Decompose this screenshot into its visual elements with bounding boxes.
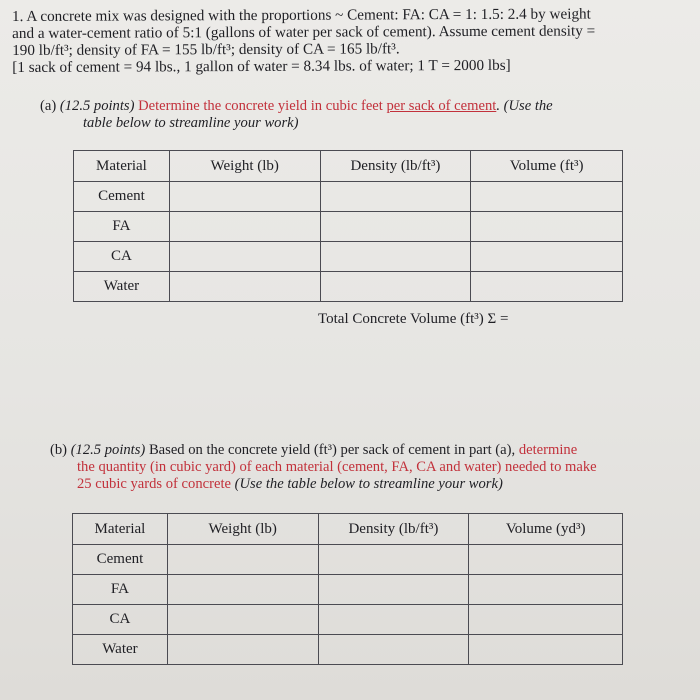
- problem-line-2: and a water-cement ratio of 5:1 (gallons of water per sack of cement). Assume cement density =: [12, 22, 596, 42]
- table-cell[interactable]: [167, 575, 318, 605]
- table-cell[interactable]: [320, 182, 471, 212]
- table-b-material-ca: CA: [73, 605, 168, 635]
- table-cell[interactable]: [169, 272, 320, 302]
- table-b-header-weight: Weight (lb): [167, 514, 318, 545]
- table-cell[interactable]: [469, 545, 623, 575]
- problem-line-4: [1 sack of cement = 94 lbs., 1 gallon of water = 8.34 lbs. of water; 1 T = 2000 lbs]: [12, 56, 511, 76]
- table-cell[interactable]: [471, 272, 623, 302]
- part-a-hint-2: table below to streamline your work): [83, 115, 299, 131]
- part-a-label: (a): [40, 98, 57, 114]
- table-a-header-density: Density (lb/ft³): [320, 151, 471, 182]
- problem-line-1: 1. A concrete mix was designed with the proportions ~ Cement: FA: CA = 1: 1.5: 2.4 by weight: [12, 5, 591, 25]
- table-cell[interactable]: [167, 545, 318, 575]
- table-cell[interactable]: [469, 575, 623, 605]
- part-a-underlined: per sack of cement: [386, 98, 497, 114]
- problem-line-3: 190 lb/ft³; density of FA = 155 lb/ft³; density of CA = 165 lb/ft³.: [12, 40, 400, 59]
- table-a-header-row: [74, 151, 623, 182]
- part-b-text: Based on the concrete yield (ft³) per sack of cement in part (a),: [148, 442, 516, 458]
- table-a-header-weight: Weight (lb): [169, 151, 320, 182]
- table-row: [73, 635, 623, 665]
- part-a-hint-1: . (Use the: [496, 98, 553, 114]
- part-a-prompt: [40, 98, 640, 132]
- part-a-points: (12.5 points): [59, 98, 135, 114]
- table-cell[interactable]: [318, 605, 469, 635]
- table-row: [74, 212, 623, 242]
- table-cell[interactable]: [169, 182, 320, 212]
- table-a-material-cement: Cement: [74, 182, 170, 212]
- table-a-material-fa: FA: [74, 212, 170, 242]
- part-b-prompt: [50, 442, 680, 493]
- part-b-points: (12.5 points): [70, 442, 146, 458]
- part-b-red-1: determine: [518, 442, 578, 458]
- table-cell[interactable]: [167, 635, 318, 665]
- table-cell[interactable]: [320, 272, 471, 302]
- table-cell[interactable]: [320, 242, 471, 272]
- table-cell[interactable]: [318, 635, 469, 665]
- part-b-label: (b): [50, 442, 68, 458]
- table-b-material-water: Water: [73, 635, 168, 665]
- table-cell[interactable]: [471, 242, 623, 272]
- table-row: [73, 545, 623, 575]
- table-a-header-material: Material: [74, 151, 170, 182]
- part-a-instruction: Determine the concrete yield in cubic feet: [138, 98, 383, 114]
- table-row: [74, 272, 623, 302]
- table-row: [73, 605, 623, 635]
- part-b-hint: (Use the table below to streamline your work): [234, 476, 503, 492]
- table-cell[interactable]: [167, 605, 318, 635]
- problem-statement: [12, 5, 688, 76]
- table-b-header-material: Material: [73, 514, 168, 545]
- table-cell[interactable]: [169, 242, 320, 272]
- table-a-header-volume: Volume (ft³): [471, 151, 623, 182]
- table-b-header-volume: Volume (yd³): [469, 514, 623, 545]
- part-b-red-2: the quantity (in cubic yard) of each material (cement, FA, CA and water) needed to make: [77, 459, 597, 475]
- table-cell[interactable]: [318, 575, 469, 605]
- table-cell[interactable]: [318, 545, 469, 575]
- table-a-material-water: Water: [74, 272, 170, 302]
- table-cell[interactable]: [169, 212, 320, 242]
- total-volume-label: Total Concrete Volume (ft³) Σ =: [318, 311, 509, 327]
- part-b-red-3: 25 cubic yards of concrete: [77, 476, 231, 492]
- table-b: [72, 513, 623, 665]
- table-b-material-cement: Cement: [73, 545, 168, 575]
- table-b-header-row: [73, 514, 623, 545]
- table-cell[interactable]: [320, 212, 471, 242]
- table-cell[interactable]: [469, 605, 623, 635]
- table-cell[interactable]: [471, 182, 623, 212]
- table-b-material-fa: FA: [73, 575, 168, 605]
- table-row: [74, 182, 623, 212]
- table-row: [74, 242, 623, 272]
- table-cell[interactable]: [469, 635, 623, 665]
- table-a-material-ca: CA: [74, 242, 170, 272]
- table-cell[interactable]: [471, 212, 623, 242]
- table-b-header-density: Density (lb/ft³): [318, 514, 469, 545]
- table-row: [73, 575, 623, 605]
- table-a: [73, 150, 623, 302]
